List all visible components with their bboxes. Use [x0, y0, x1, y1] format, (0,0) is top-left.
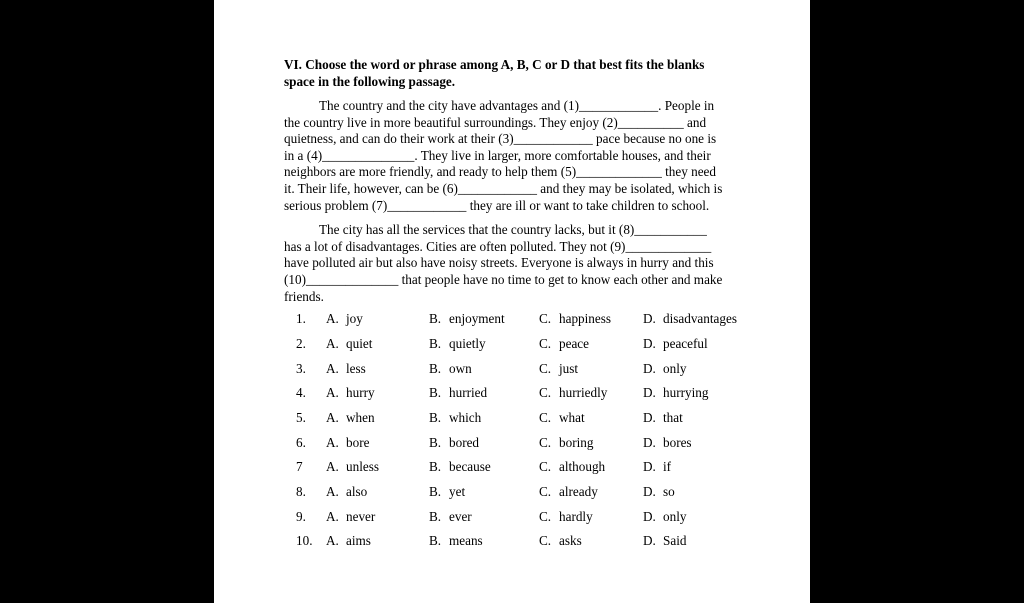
option-b: means — [449, 533, 483, 549]
option-letter-a: A. — [326, 434, 339, 450]
passage-line: have polluted air but also have noisy streets. Everyone is always in hurry and this — [284, 255, 714, 271]
option-letter-c: C. — [539, 360, 552, 376]
option-letter-a: A. — [326, 360, 339, 376]
option-letter-d: D. — [643, 311, 656, 327]
question-number: 1. — [296, 311, 306, 327]
question-row — [284, 459, 744, 484]
passage-line: quietness, and can do their work at their (3)____________ pace because no one is — [284, 131, 717, 147]
option-letter-a: A. — [326, 508, 339, 524]
option-c: boring — [559, 434, 594, 450]
option-b: quietly — [449, 335, 486, 351]
option-letter-a: A. — [326, 483, 339, 499]
option-c: asks — [559, 533, 582, 549]
option-letter-a: A. — [326, 459, 339, 475]
option-b: which — [449, 409, 482, 425]
option-a: when — [346, 409, 375, 425]
passage-line: it. Their life, however, can be (6)____________ and they may be isolated, which is — [284, 180, 723, 196]
option-letter-c: C. — [539, 434, 552, 450]
option-a: quiet — [346, 335, 373, 351]
option-letter-c: C. — [539, 533, 552, 549]
passage-line: in a (4)______________. They live in larger, more comfortable houses, and their — [284, 147, 711, 163]
question-number: 7 — [296, 459, 303, 475]
option-letter-b: B. — [429, 434, 442, 450]
option-b: ever — [449, 508, 472, 524]
document-page — [214, 0, 810, 603]
option-b: bored — [449, 434, 480, 450]
question-number: 6. — [296, 434, 306, 450]
question-number: 10. — [296, 533, 313, 549]
option-letter-b: B. — [429, 483, 442, 499]
option-letter-a: A. — [326, 335, 339, 351]
exercise-content — [284, 56, 744, 558]
passage-line: (10)______________ that people have no time to get to know each other and make — [284, 271, 723, 287]
heading-line: space in the following passage. — [284, 74, 456, 89]
option-letter-b: B. — [429, 385, 442, 401]
option-b: because — [449, 459, 491, 475]
question-number: 8. — [296, 483, 306, 499]
option-c: although — [559, 459, 606, 475]
option-letter-d: D. — [643, 533, 656, 549]
exercise-heading — [284, 56, 744, 90]
option-letter-c: C. — [539, 483, 552, 499]
question-row — [284, 361, 744, 386]
option-letter-d: D. — [643, 434, 656, 450]
option-d: peaceful — [663, 335, 708, 351]
option-a: also — [346, 483, 368, 499]
question-row — [284, 435, 744, 460]
option-letter-c: C. — [539, 459, 552, 475]
option-d: that — [663, 409, 683, 425]
option-c: already — [559, 483, 598, 499]
option-letter-c: C. — [539, 385, 552, 401]
question-row — [284, 533, 744, 558]
passage-line: serious problem (7)____________ they are ill or want to take children to school. — [284, 197, 710, 213]
option-c: hurriedly — [559, 385, 608, 401]
question-number: 3. — [296, 360, 306, 376]
option-letter-d: D. — [643, 483, 656, 499]
option-letter-d: D. — [643, 409, 656, 425]
option-a: never — [346, 508, 376, 524]
option-letter-c: C. — [539, 508, 552, 524]
option-a: aims — [346, 533, 371, 549]
option-b: yet — [449, 483, 466, 499]
passage-line: friends. — [284, 288, 324, 304]
passage-line: The city has all the services that the country lacks, but it (8)___________ — [319, 222, 707, 238]
option-letter-d: D. — [643, 385, 656, 401]
option-b: hurried — [449, 385, 488, 401]
option-c: what — [559, 409, 585, 425]
option-letter-a: A. — [326, 409, 339, 425]
question-list — [284, 311, 744, 558]
question-number: 2. — [296, 335, 306, 351]
option-c: peace — [559, 335, 590, 351]
passage-line: The country and the city have advantages and (1)____________. People in — [319, 98, 715, 113]
option-a: less — [346, 360, 366, 376]
option-letter-b: B. — [429, 409, 442, 425]
question-number: 4. — [296, 385, 306, 401]
passage-paragraph-2 — [284, 222, 744, 305]
option-a: bore — [346, 434, 370, 450]
option-letter-a: A. — [326, 533, 339, 549]
question-row — [284, 336, 744, 361]
option-letter-c: C. — [539, 335, 552, 351]
heading-line: VI. Choose the word or phrase among A, B, C or D that best fits the blanks — [284, 57, 705, 72]
passage-line: neighbors are more friendly, and ready to help them (5)_____________ they need — [284, 164, 717, 180]
option-d: hurrying — [663, 385, 709, 401]
option-c: happiness — [559, 311, 612, 327]
option-d: bores — [663, 434, 692, 450]
option-letter-a: A. — [326, 385, 339, 401]
option-letter-b: B. — [429, 311, 442, 327]
option-c: just — [559, 360, 579, 376]
question-row — [284, 484, 744, 509]
question-row — [284, 385, 744, 410]
question-row — [284, 311, 744, 336]
option-letter-b: B. — [429, 459, 442, 475]
option-letter-b: B. — [429, 533, 442, 549]
option-d: if — [663, 459, 672, 475]
option-c: hardly — [559, 508, 593, 524]
option-d: only — [663, 508, 687, 524]
option-letter-d: D. — [643, 335, 656, 351]
option-d: disadvantages — [663, 311, 737, 327]
option-b: enjoyment — [449, 311, 505, 327]
option-letter-d: D. — [643, 360, 656, 376]
option-d: Said — [663, 533, 687, 549]
option-letter-b: B. — [429, 508, 442, 524]
option-d: so — [663, 483, 675, 499]
option-letter-b: B. — [429, 360, 442, 376]
option-b: own — [449, 360, 472, 376]
question-number: 5. — [296, 409, 306, 425]
option-a: unless — [346, 459, 379, 475]
question-number: 9. — [296, 508, 306, 524]
passage-line: has a lot of disadvantages. Cities are often polluted. They not (9)_____________ — [284, 238, 712, 254]
option-d: only — [663, 360, 687, 376]
option-a: joy — [346, 311, 363, 327]
option-letter-b: B. — [429, 335, 442, 351]
option-letter-c: C. — [539, 409, 552, 425]
option-a: hurry — [346, 385, 375, 401]
passage-paragraph-1 — [284, 98, 744, 214]
option-letter-c: C. — [539, 311, 552, 327]
question-row — [284, 509, 744, 534]
option-letter-a: A. — [326, 311, 339, 327]
question-row — [284, 410, 744, 435]
option-letter-d: D. — [643, 508, 656, 524]
option-letter-d: D. — [643, 459, 656, 475]
passage-line: the country live in more beautiful surroundings. They enjoy (2)__________ and — [284, 114, 707, 130]
